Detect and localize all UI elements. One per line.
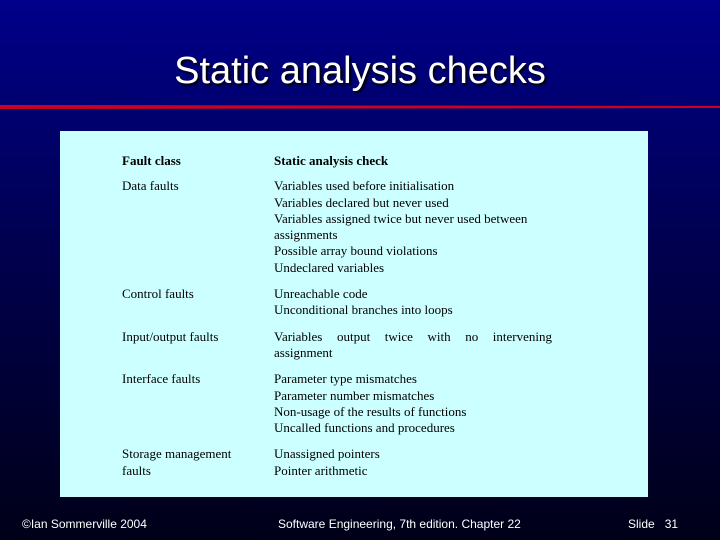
table-row xyxy=(122,329,552,362)
slide-number: 31 xyxy=(664,517,679,531)
row-spacer xyxy=(122,436,552,446)
title-underline xyxy=(0,104,720,110)
check-item: Variables declared but never used xyxy=(274,194,449,210)
fault-class-cell xyxy=(122,446,274,479)
check-item: Unconditional branches into loops xyxy=(274,302,453,318)
table-row xyxy=(122,446,552,479)
check-item: Possible array bound violations xyxy=(274,243,438,259)
fault-class-line: Storage management xyxy=(122,446,232,462)
fault-class-cell: Data faults xyxy=(122,178,179,194)
check-item: Parameter type mismatches xyxy=(274,371,417,387)
check-item: Unreachable code xyxy=(274,286,368,302)
header-fault-class: Fault class xyxy=(122,153,181,168)
fault-class-cell: Input/output faults xyxy=(122,328,219,344)
check-item: Undeclared variables xyxy=(274,259,385,275)
title-underline-shape xyxy=(0,105,720,109)
table-row xyxy=(122,371,552,436)
row-spacer xyxy=(122,361,552,371)
footer-copyright: ©Ian Sommerville 2004 xyxy=(22,517,147,531)
checks-cell xyxy=(274,371,552,436)
check-item: Uncalled functions and procedures xyxy=(274,420,455,436)
fault-class-cell: Control faults xyxy=(122,286,194,302)
fault-class-cell: Interface faults xyxy=(122,371,201,387)
table-row xyxy=(122,286,552,319)
row-spacer xyxy=(122,319,552,329)
check-item: assignment xyxy=(274,344,333,360)
check-item: Unassigned pointers xyxy=(274,446,380,462)
check-item: Variables assigned twice but never used between xyxy=(274,210,528,226)
check-item: Variables used before initialisation xyxy=(274,178,455,194)
header-static-analysis-check: Static analysis check xyxy=(274,153,389,168)
fault-checks-panel xyxy=(60,131,648,497)
checks-cell xyxy=(274,178,552,276)
check-item: assignments xyxy=(274,227,338,243)
table-row xyxy=(122,178,552,276)
footer-slide-number xyxy=(628,517,678,531)
checks-cell xyxy=(274,446,552,479)
table-header-row xyxy=(122,153,552,178)
checks-cell xyxy=(274,286,552,319)
check-item: Variables output twice with no intervening xyxy=(274,328,552,344)
slide-title: Static analysis checks xyxy=(174,50,546,92)
check-item: Pointer arithmetic xyxy=(274,462,368,478)
fault-class-line: faults xyxy=(122,462,151,478)
slide-label: Slide xyxy=(628,517,655,531)
row-spacer xyxy=(122,276,552,286)
check-item: Parameter number mismatches xyxy=(274,387,435,403)
footer-book-title: Software Engineering, 7th edition. Chapter 22 xyxy=(278,517,521,531)
checks-cell xyxy=(274,329,552,362)
check-item: Non-usage of the results of functions xyxy=(274,403,467,419)
fault-checks-table xyxy=(122,153,552,479)
